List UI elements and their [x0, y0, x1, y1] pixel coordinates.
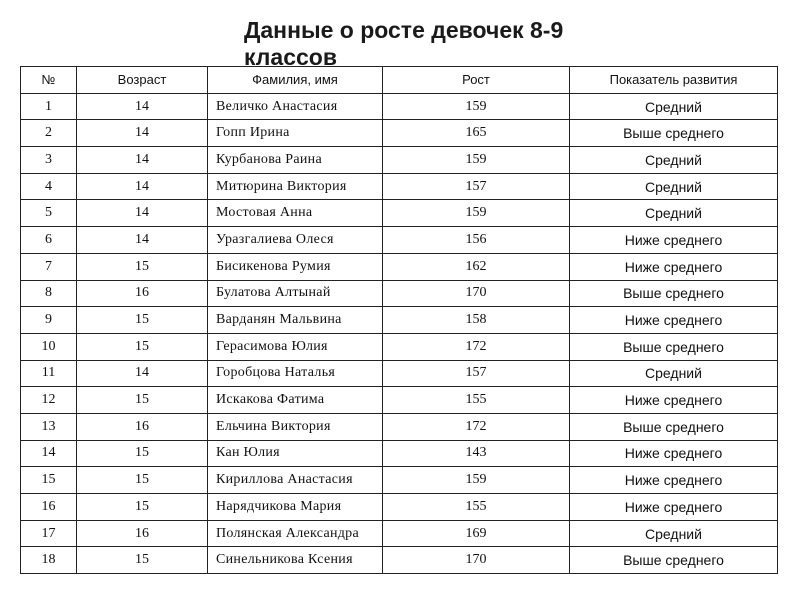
- age-cell: 15: [77, 440, 208, 467]
- table-row: [21, 173, 778, 200]
- table-row: [21, 333, 778, 360]
- height-cell: 170: [383, 547, 570, 574]
- row-number: 16: [21, 494, 77, 521]
- name-cell: Кириллова Анастасия: [208, 467, 383, 494]
- row-number: 2: [21, 120, 77, 147]
- height-cell: 155: [383, 387, 570, 414]
- table-row: [21, 413, 778, 440]
- development-level-cell: Ниже среднего: [570, 253, 778, 280]
- row-number: 14: [21, 440, 77, 467]
- table-row: [21, 440, 778, 467]
- height-cell: 172: [383, 413, 570, 440]
- height-cell: 162: [383, 253, 570, 280]
- height-cell: 172: [383, 333, 570, 360]
- name-cell: Горобцова Наталья: [208, 360, 383, 387]
- development-level-cell: Выше среднего: [570, 547, 778, 574]
- height-data-table: [20, 66, 778, 574]
- row-number: 10: [21, 333, 77, 360]
- table-row: [21, 280, 778, 307]
- name-cell: Ельчина Виктория: [208, 413, 383, 440]
- development-level-cell: Ниже среднего: [570, 467, 778, 494]
- height-cell: 165: [383, 120, 570, 147]
- name-cell: Искакова Фатима: [208, 387, 383, 414]
- height-cell: 156: [383, 227, 570, 254]
- name-cell: Митюрина Виктория: [208, 173, 383, 200]
- table-row: [21, 387, 778, 414]
- age-cell: 15: [77, 494, 208, 521]
- table-row: [21, 520, 778, 547]
- table-row: [21, 120, 778, 147]
- development-level-cell: Ниже среднего: [570, 227, 778, 254]
- development-level-cell: Средний: [570, 360, 778, 387]
- development-level-cell: Выше среднего: [570, 120, 778, 147]
- row-number: 15: [21, 467, 77, 494]
- age-cell: 16: [77, 413, 208, 440]
- age-cell: 14: [77, 173, 208, 200]
- name-cell: Гопп Ирина: [208, 120, 383, 147]
- table-row: [21, 253, 778, 280]
- height-cell: 155: [383, 494, 570, 521]
- height-cell: 159: [383, 147, 570, 174]
- row-number: 3: [21, 147, 77, 174]
- development-level-cell: Ниже среднего: [570, 440, 778, 467]
- development-level-cell: Средний: [570, 520, 778, 547]
- development-level-cell: Ниже среднего: [570, 307, 778, 334]
- column-header-height: Рост: [383, 67, 570, 94]
- name-cell: Величко Анастасия: [208, 93, 383, 120]
- age-cell: 15: [77, 253, 208, 280]
- age-cell: 15: [77, 307, 208, 334]
- development-level-cell: Выше среднего: [570, 413, 778, 440]
- height-cell: 170: [383, 280, 570, 307]
- column-header-age: Возраст: [77, 67, 208, 94]
- row-number: 17: [21, 520, 77, 547]
- height-cell: 157: [383, 173, 570, 200]
- age-cell: 14: [77, 147, 208, 174]
- table-row: [21, 200, 778, 227]
- table-row: [21, 547, 778, 574]
- development-level-cell: Выше среднего: [570, 333, 778, 360]
- name-cell: Варданян Мальвина: [208, 307, 383, 334]
- name-cell: Курбанова Раина: [208, 147, 383, 174]
- row-number: 6: [21, 227, 77, 254]
- name-cell: Синельникова Ксения: [208, 547, 383, 574]
- height-cell: 157: [383, 360, 570, 387]
- name-cell: Герасимова Юлия: [208, 333, 383, 360]
- age-cell: 15: [77, 547, 208, 574]
- development-level-cell: Средний: [570, 200, 778, 227]
- row-number: 13: [21, 413, 77, 440]
- name-cell: Полянская Александра: [208, 520, 383, 547]
- name-cell: Нарядчикова Мария: [208, 494, 383, 521]
- row-number: 18: [21, 547, 77, 574]
- development-level-cell: Ниже среднего: [570, 387, 778, 414]
- height-cell: 159: [383, 467, 570, 494]
- row-number: 5: [21, 200, 77, 227]
- row-number: 12: [21, 387, 77, 414]
- age-cell: 14: [77, 93, 208, 120]
- row-number: 9: [21, 307, 77, 334]
- table-row: [21, 227, 778, 254]
- table-row: [21, 467, 778, 494]
- name-cell: Мостовая Анна: [208, 200, 383, 227]
- row-number: 7: [21, 253, 77, 280]
- age-cell: 15: [77, 387, 208, 414]
- height-cell: 143: [383, 440, 570, 467]
- height-cell: 158: [383, 307, 570, 334]
- age-cell: 15: [77, 467, 208, 494]
- development-level-cell: Средний: [570, 147, 778, 174]
- table-row: [21, 494, 778, 521]
- name-cell: Бисикенова Румия: [208, 253, 383, 280]
- table-row: [21, 307, 778, 334]
- column-header-name: Фамилия, имя: [208, 67, 383, 94]
- name-cell: Булатова Алтынай: [208, 280, 383, 307]
- table-row: [21, 93, 778, 120]
- age-cell: 15: [77, 333, 208, 360]
- age-cell: 14: [77, 200, 208, 227]
- table-header-row: [21, 67, 778, 94]
- height-cell: 159: [383, 93, 570, 120]
- row-number: 11: [21, 360, 77, 387]
- column-header-development: Показатель развития: [570, 67, 778, 94]
- development-level-cell: Ниже среднего: [570, 494, 778, 521]
- age-cell: 14: [77, 227, 208, 254]
- row-number: 1: [21, 93, 77, 120]
- name-cell: Уразгалиева Олеся: [208, 227, 383, 254]
- row-number: 4: [21, 173, 77, 200]
- age-cell: 14: [77, 360, 208, 387]
- column-header-number: №: [21, 67, 77, 94]
- table-body: [21, 93, 778, 573]
- page-title: Данные о росте девочек 8-9 классов: [244, 17, 564, 70]
- table-row: [21, 360, 778, 387]
- row-number: 8: [21, 280, 77, 307]
- age-cell: 14: [77, 120, 208, 147]
- name-cell: Кан Юлия: [208, 440, 383, 467]
- development-level-cell: Выше среднего: [570, 280, 778, 307]
- development-level-cell: Средний: [570, 173, 778, 200]
- age-cell: 16: [77, 280, 208, 307]
- development-level-cell: Средний: [570, 93, 778, 120]
- age-cell: 16: [77, 520, 208, 547]
- height-cell: 159: [383, 200, 570, 227]
- table-row: [21, 147, 778, 174]
- height-cell: 169: [383, 520, 570, 547]
